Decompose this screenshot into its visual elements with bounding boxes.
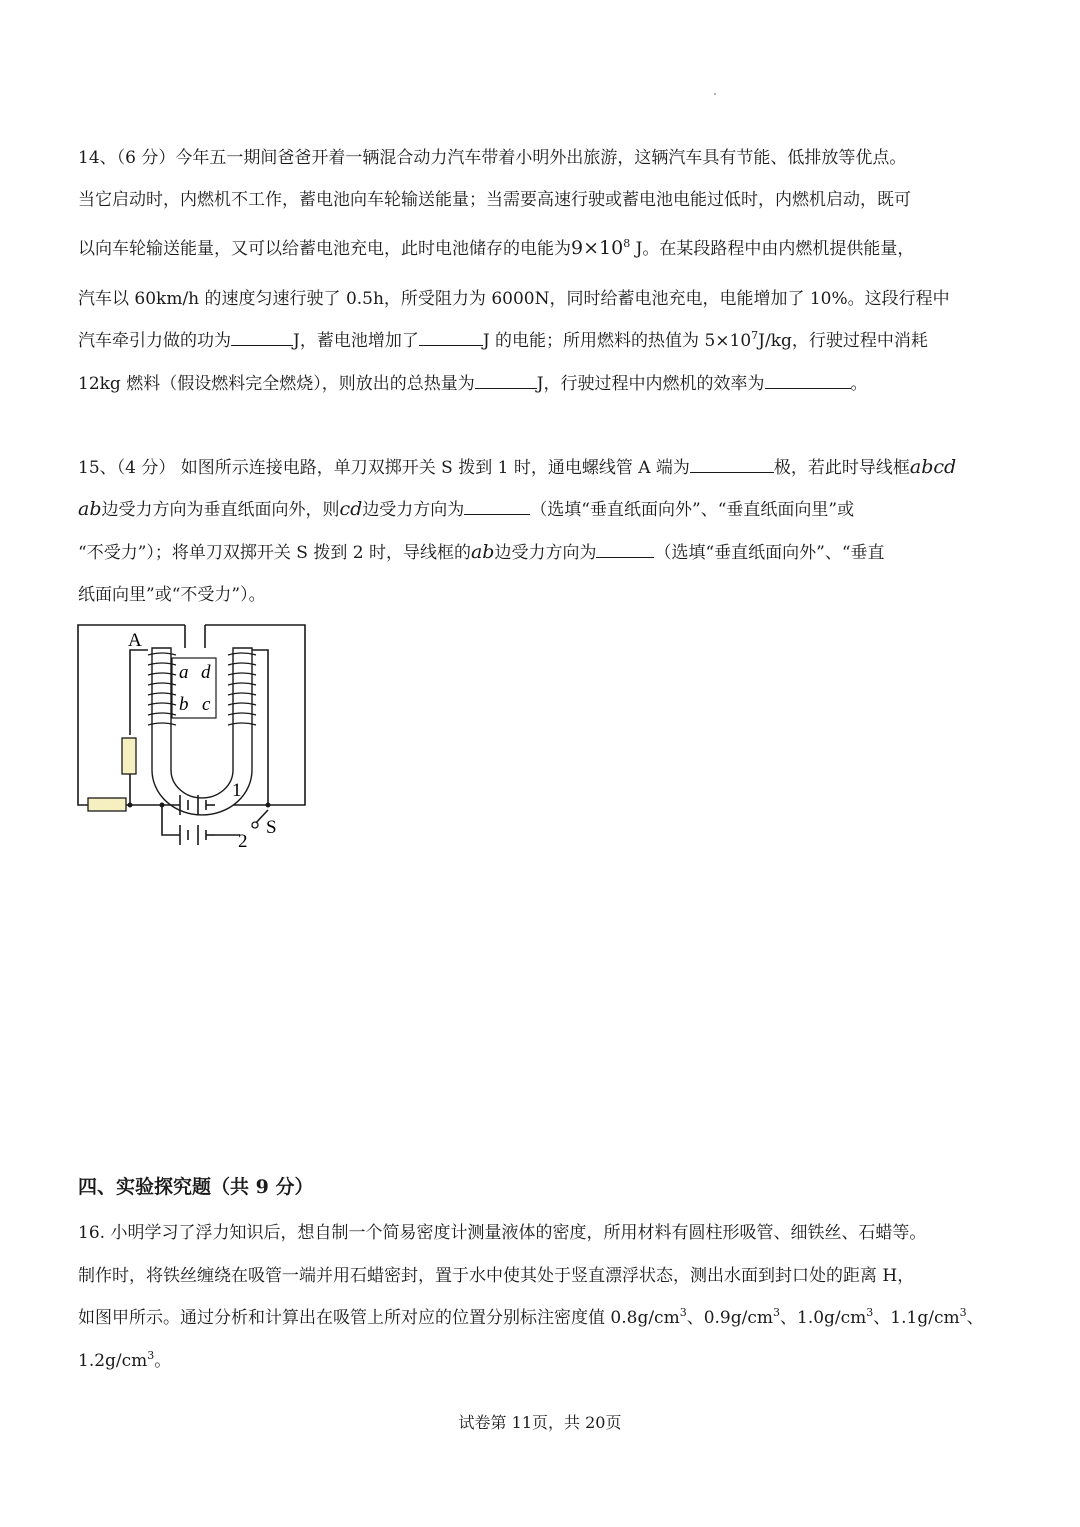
label-a: a [179, 662, 189, 683]
junction-dot-left [128, 803, 133, 808]
q16-line-4-text: 1.2g/cm [78, 1351, 148, 1371]
q16-exp-3: 3 [866, 1306, 874, 1319]
q16-exp-1: 3 [679, 1306, 687, 1319]
q16-line-2: 制作时，将铁丝缠绕在吸管一端并用石蜡密封，置于水中使其处于竖直漂浮状态，测出水面到封口处的距离 H， [78, 1266, 915, 1286]
q14-line-6-text-c: 。 [850, 374, 868, 394]
q14-line-5-text-c: J 的电能；所用燃料的热值为 5×10 [482, 331, 752, 351]
battery-2 [180, 825, 215, 845]
q16-line-1: 16. 小明学习了浮力知识后，想自制一个简易密度计测量液体的密度，所用材料有圆柱形吸管、细铁丝、石蜡等。 [78, 1223, 927, 1243]
page-footer: 试卷第 11页，共 20页 [458, 1413, 622, 1432]
q14-line-6-text-b: J，行驶过程中内燃机的效率为 [536, 374, 765, 394]
q16-line-3-text-b: 、0.9g/cm [686, 1308, 773, 1328]
q15-ab-label: ab [78, 498, 102, 520]
q16-line-3-text-a: 如图甲所示。通过分析和计算出在吸管上所对应的位置分别标注密度值 0.8g/cm [78, 1308, 680, 1328]
q14-energy-unit: J [630, 239, 643, 259]
q14-line-5-text-d: J/kg，行驶过程中消耗 [758, 331, 928, 351]
q16-line-3-text-c: 、1.0g/cm [780, 1308, 867, 1328]
resistor-horizontal [88, 798, 126, 811]
q14-line-5-text-b: J，蓄电池增加了 [293, 331, 419, 351]
q16-line-3 [78, 1303, 1008, 1328]
label-S: S [266, 817, 277, 838]
label-1: 1 [232, 780, 242, 801]
q15-line-2-text-b: 边受力方向为 [362, 500, 465, 520]
q15-line-3-text-c: （选填“垂直纸面向外”、“垂直 [654, 543, 885, 563]
junction-dot-battery [160, 803, 165, 808]
q14-heat-value-exponent: 7 [751, 329, 759, 342]
q14-blank-efficiency[interactable] [765, 371, 851, 389]
q14-line-5 [78, 326, 1008, 351]
q15-frame-label: abcd [909, 456, 957, 478]
wire-coil-left [130, 650, 148, 735]
q16-exp-4: 3 [959, 1306, 967, 1319]
q16-line-4-end: 。 [154, 1351, 172, 1371]
q15-blank-ab-force[interactable] [596, 540, 654, 558]
q15-blank-cd-force[interactable] [464, 497, 530, 515]
q16-line-3-text-e: 、 [966, 1308, 984, 1328]
q14-line-3 [78, 234, 1008, 259]
resistor-vertical [122, 738, 136, 774]
q14-line-6-text-a: 12kg 燃料（假设燃料完全燃烧），则放出的总热量为 [78, 374, 475, 394]
q14-line-6 [78, 369, 1008, 394]
q14-energy-value: 9×10 [571, 237, 624, 259]
label-c: c [202, 694, 211, 715]
q15-blank-pole[interactable] [690, 455, 774, 473]
q14-blank-work[interactable] [231, 328, 293, 346]
q14-line-4: 汽车以 60km/h 的速度匀速行驶了 0.5h，所受阻力为 6000N，同时给蓄电池充电，电能增加了 10%。这段行程中 [78, 289, 950, 309]
q15-line-1 [78, 453, 1008, 478]
label-A: A [128, 630, 142, 651]
q15-line-3-text-b: 边受力方向为 [494, 543, 597, 563]
label-d: d [201, 662, 211, 683]
q14-line-3-text-a: 以向车轮输送能量，又可以给蓄电池充电，此时电池储存的电能为 [78, 239, 571, 259]
q16-exp-5: 3 [147, 1349, 155, 1362]
q15-line-2-text-c: （选填“垂直纸面向外”、“垂直纸面向里”或 [530, 500, 855, 520]
q15-line-3 [78, 538, 1008, 563]
q16-exp-2: 3 [773, 1306, 780, 1319]
switch-pivot [252, 822, 258, 828]
q15-line-4: 纸面向里”或“不受力”）。 [78, 585, 266, 605]
circuit-diagram [70, 620, 320, 860]
q14-line-1: 14、（6 分）今年五一期间爸爸开着一辆混合动力汽车带着小明外出旅游，这辆汽车具有节能、低排放等优点。 [78, 148, 907, 168]
q15-line-2-text-a: 边受力方向为垂直纸面向外，则 [101, 500, 340, 520]
junction-dot-right [266, 803, 271, 808]
label-b: b [179, 694, 189, 715]
q15-cd-label: cd [339, 498, 363, 520]
q15-line-1-text-a: 15、（4 分） 如图所示连接电路，单刀双掷开关 S 拨到 1 时，通电螺线管 A 端为 [78, 458, 690, 478]
q14-blank-battery-energy[interactable] [419, 328, 483, 346]
scan-dot [714, 93, 716, 95]
q15-ab-label-2: ab [470, 541, 495, 563]
q14-line-5-text-a: 汽车牵引力做的功为 [78, 331, 231, 351]
label-2: 2 [238, 831, 248, 852]
q14-line-2: 当它启动时，内燃机不工作，蓄电池向车轮输送能量；当需要高速行驶或蓄电池电能过低时，内燃机启动，既可 [78, 190, 911, 210]
q16-line-3-text-d: 、1.1g/cm [873, 1308, 960, 1328]
q14-energy-exponent: 8 [623, 237, 631, 250]
q15-line-2 [78, 495, 1008, 520]
q16-line-4 [78, 1346, 1008, 1371]
q15-line-1-text-b: 极，若此时导线框 [773, 458, 910, 478]
q14-line-3-text-b: 。在某段路程中由内燃机提供能量， [642, 239, 915, 259]
q14-blank-total-heat[interactable] [475, 371, 537, 389]
section-4-heading: 四、实验探究题（共 9 分） [78, 1176, 314, 1198]
q15-line-3-text-a: “不受力”）；将单刀双掷开关 S 拨到 2 时，导线框的 [78, 543, 471, 563]
